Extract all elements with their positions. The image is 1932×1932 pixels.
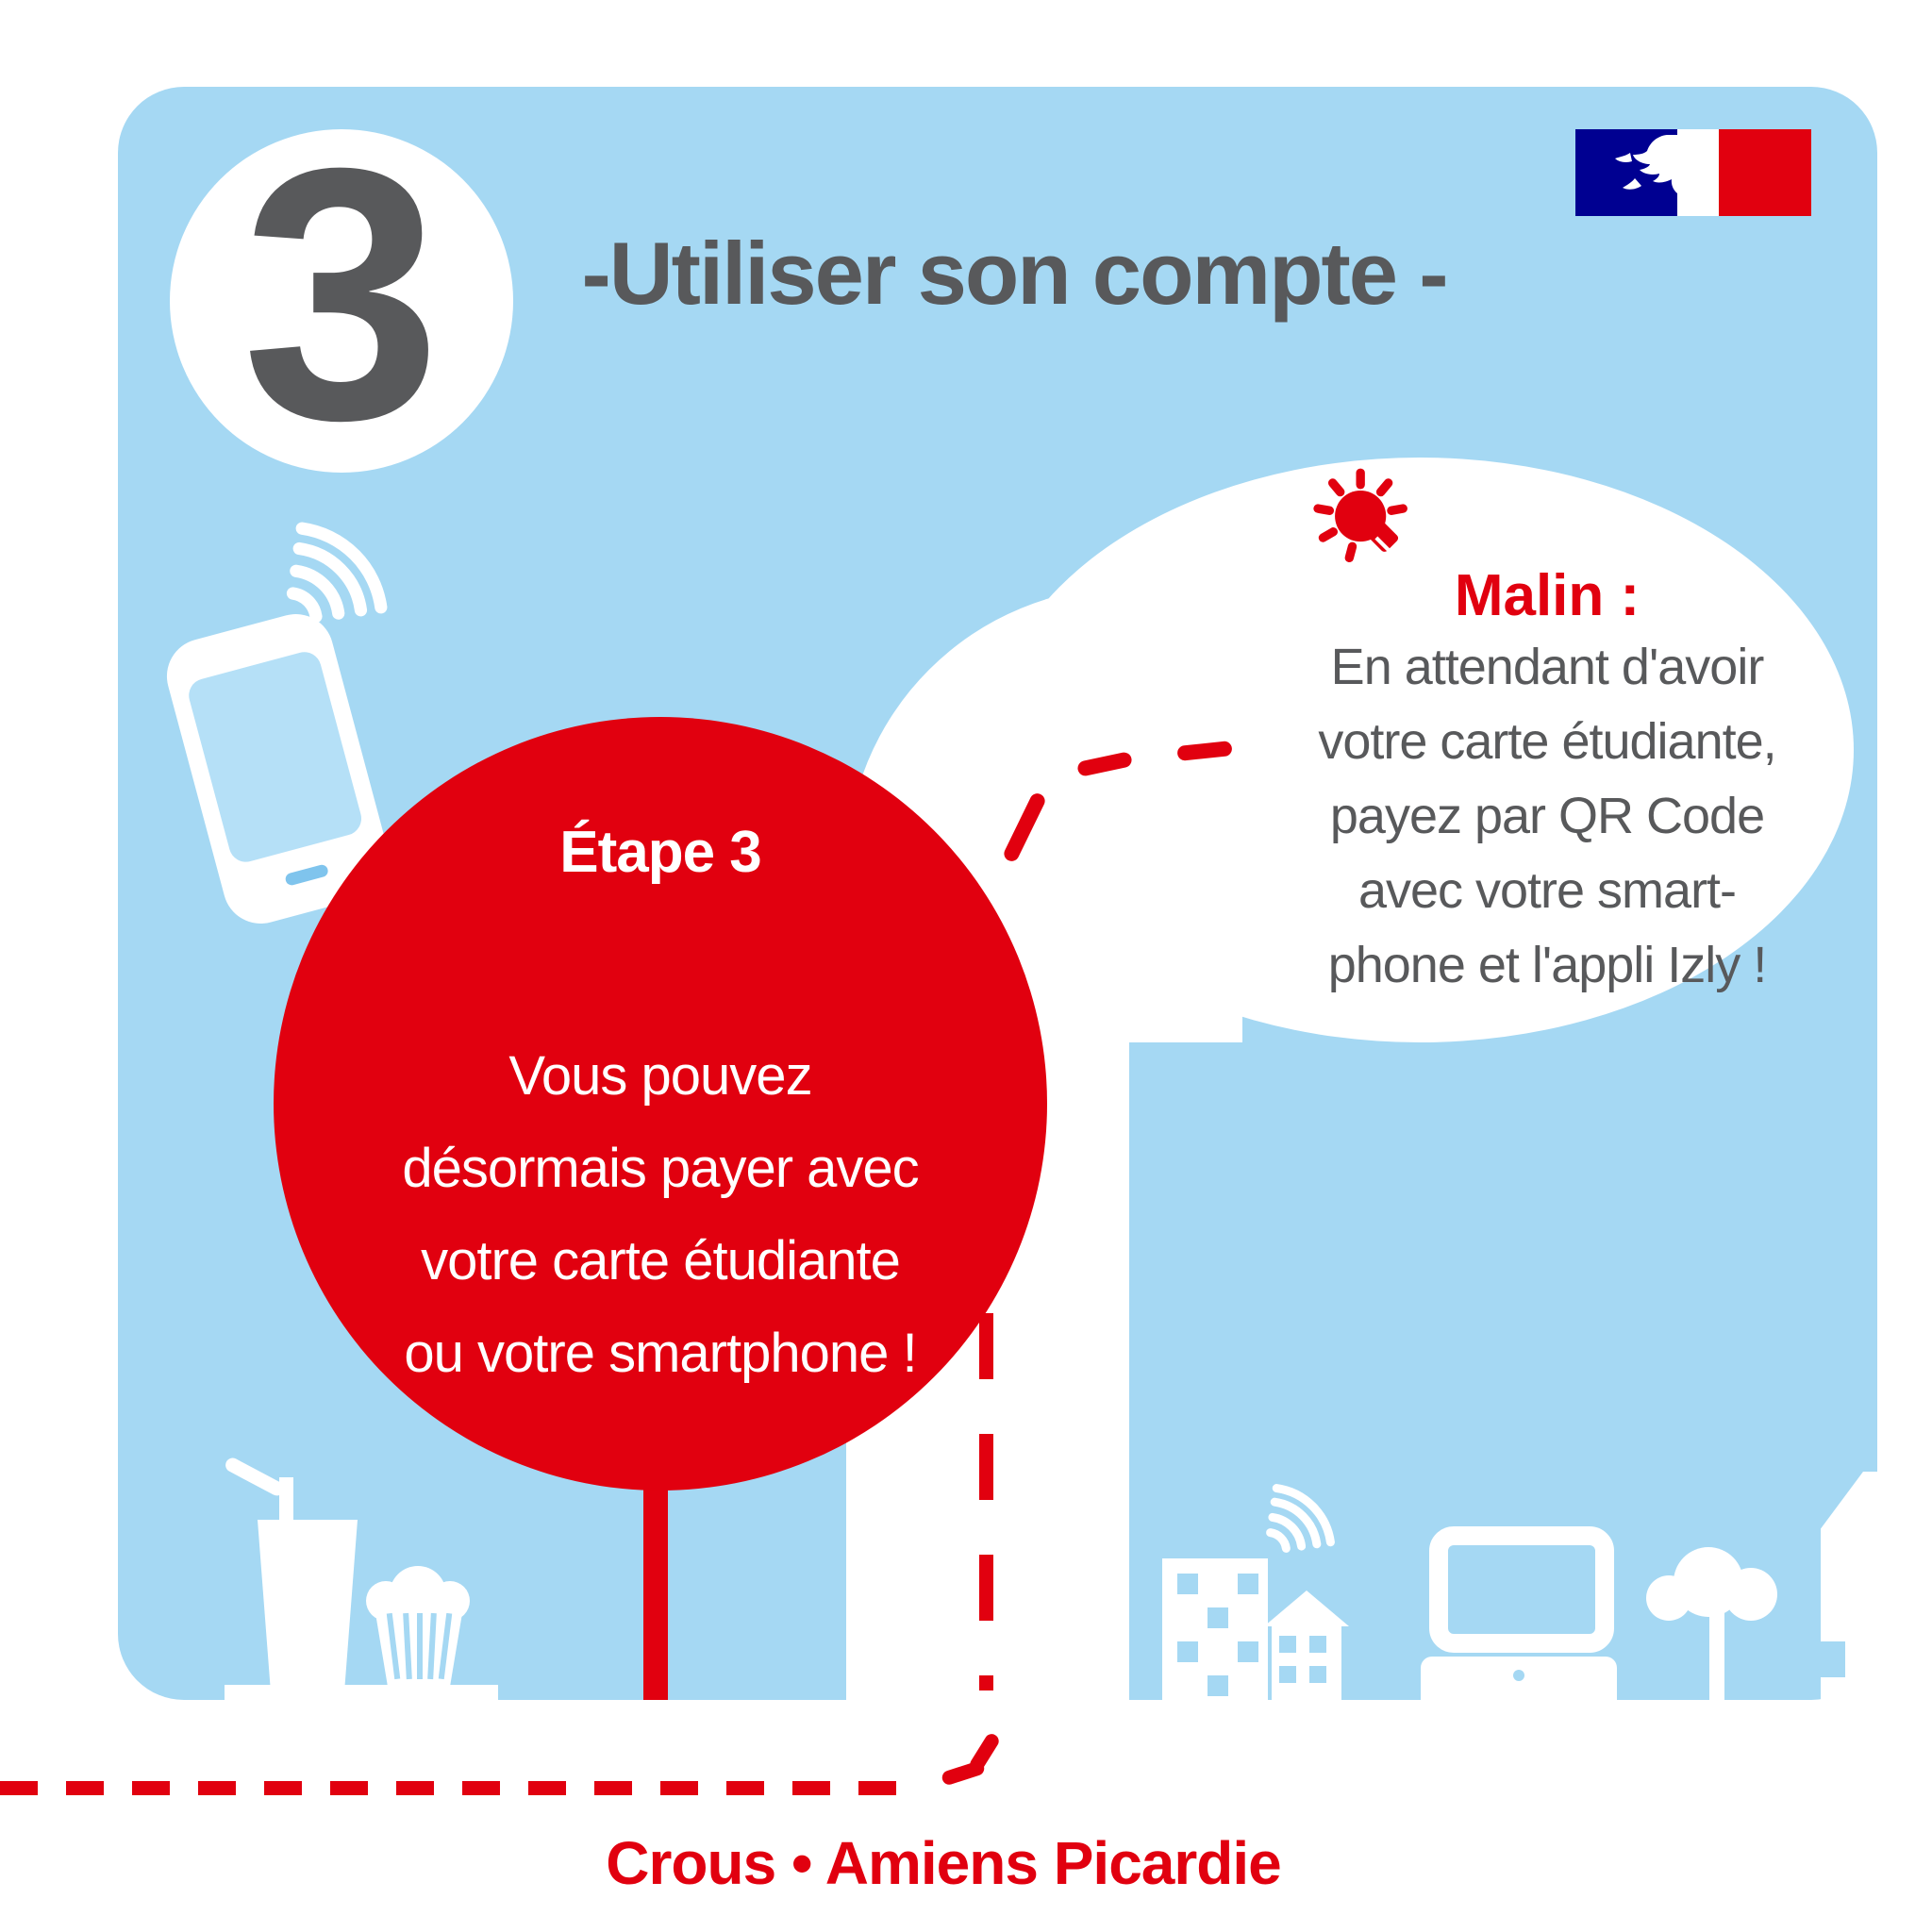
step-text-line: ou votre smartphone ! <box>404 1323 917 1384</box>
step-text-line: désormais payer avec <box>402 1138 919 1199</box>
counter-icon <box>225 1685 498 1706</box>
step-circle-stem <box>643 1472 668 1700</box>
computer-icon <box>1429 1526 1614 1653</box>
step-text <box>283 1030 1038 1400</box>
dashed-path-horizontal <box>0 1781 904 1795</box>
tip-text-line: avec votre smart- <box>1357 862 1737 919</box>
smartphone-home-button <box>284 863 329 886</box>
tip-text <box>1113 630 1932 1003</box>
dashed-path-vertical <box>979 1313 993 1690</box>
tip-text-line: payez par QR Code <box>1329 788 1765 844</box>
tip-text-line: votre carte étudiante, <box>1318 713 1776 770</box>
step-number-circle <box>170 93 513 494</box>
drink-cup-icon <box>258 1520 358 1690</box>
page-title: -Utiliser son compte - <box>581 224 1447 323</box>
footer-brand: Crous • Amiens Picardie <box>606 1829 1281 1897</box>
computer-button-icon <box>1513 1670 1524 1681</box>
step-text-line: votre carte étudiante <box>421 1230 900 1291</box>
tree-icon <box>1646 1575 1691 1621</box>
step-text-line: Vous pouvez <box>508 1045 812 1107</box>
building-right-notch <box>1821 1641 1845 1677</box>
step-number: 3 <box>242 93 441 494</box>
french-flag-icon <box>1575 129 1811 216</box>
tree-icon <box>1724 1568 1777 1621</box>
straw-icon <box>279 1477 293 1526</box>
wifi-waves-icon <box>1258 1483 1336 1560</box>
muffin-liner-icon <box>374 1602 464 1689</box>
step-heading: Étape 3 <box>559 820 761 885</box>
tip-text-line: En attendant d'avoir <box>1330 639 1764 695</box>
tip-text-line: phone et l'appli Izly ! <box>1327 937 1767 993</box>
dashed-path-segment <box>941 1759 986 1786</box>
house-icon <box>1272 1624 1341 1700</box>
smartphone-screen <box>185 648 365 865</box>
tip-heading: Malin : <box>1454 563 1641 628</box>
building-icon <box>1162 1558 1268 1700</box>
